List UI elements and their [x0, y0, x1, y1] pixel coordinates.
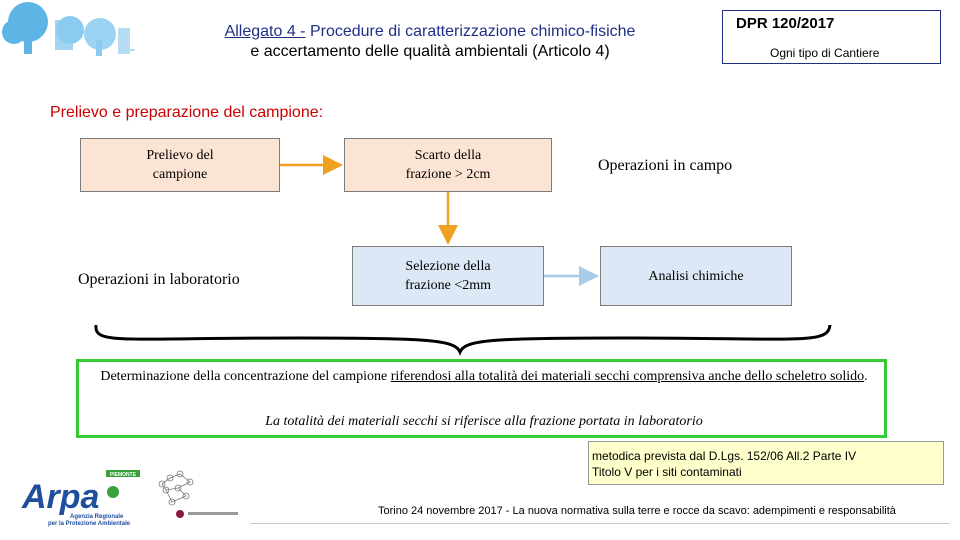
label-operazioni-campo: Operazioni in campo [598, 157, 733, 174]
arpa-sub2-text: per la Protezione Ambientale [48, 521, 131, 527]
title-rest: Procedure di caratterizzazione chimico-fisiche [305, 23, 636, 40]
determination-text: Determinazione della concentrazione del campione riferendosi alla totalità dei materiali secchi comprensiva anche dello scheletro solido. [100, 369, 868, 384]
dpr-subtitle: Ogni tipo di Cantiere [770, 46, 880, 60]
arpa-region-text: PIEMONTE [109, 472, 137, 478]
brace-icon [96, 325, 830, 352]
footer-text: Torino 24 novembre 2017 - La nuova normativa sulla terre e rocce da scavo: adempimenti e responsabilità [378, 505, 896, 517]
box-prelievo-campione: Prelievo del campione [80, 138, 280, 192]
determination-note: La totalità dei materiali secchi si riferisce alla frazione portata in laboratorio [265, 414, 703, 429]
arpa-logo-icon [18, 468, 150, 528]
dpr-title: DPR 120/2017 [736, 15, 835, 32]
arpa-name-text: Arpa [22, 478, 100, 516]
method-note-text: metodica prevista dal D.Lgs. 152/06 All.2 Parte IV Titolo V per i siti contaminati [592, 449, 857, 479]
title-line2: e accertamento delle qualità ambientali (Articolo 4) [250, 43, 610, 60]
box-analisi-chimiche: Analisi chimiche [600, 246, 792, 306]
box-selezione-frazione: Selezione della frazione <2mm [352, 246, 544, 306]
title-prefix[interactable]: Allegato 4 - [224, 23, 306, 40]
section-title: Prelievo e preparazione del campione: [50, 104, 324, 121]
arpa-sub1-text: Agenzia Regionale [70, 514, 124, 520]
box-scarto-frazione: Scarto della frazione > 2cm [344, 138, 552, 192]
footer-divider [250, 523, 950, 524]
network-logo-icon [150, 466, 250, 526]
label-operazioni-laboratorio: Operazioni in laboratorio [78, 271, 240, 288]
